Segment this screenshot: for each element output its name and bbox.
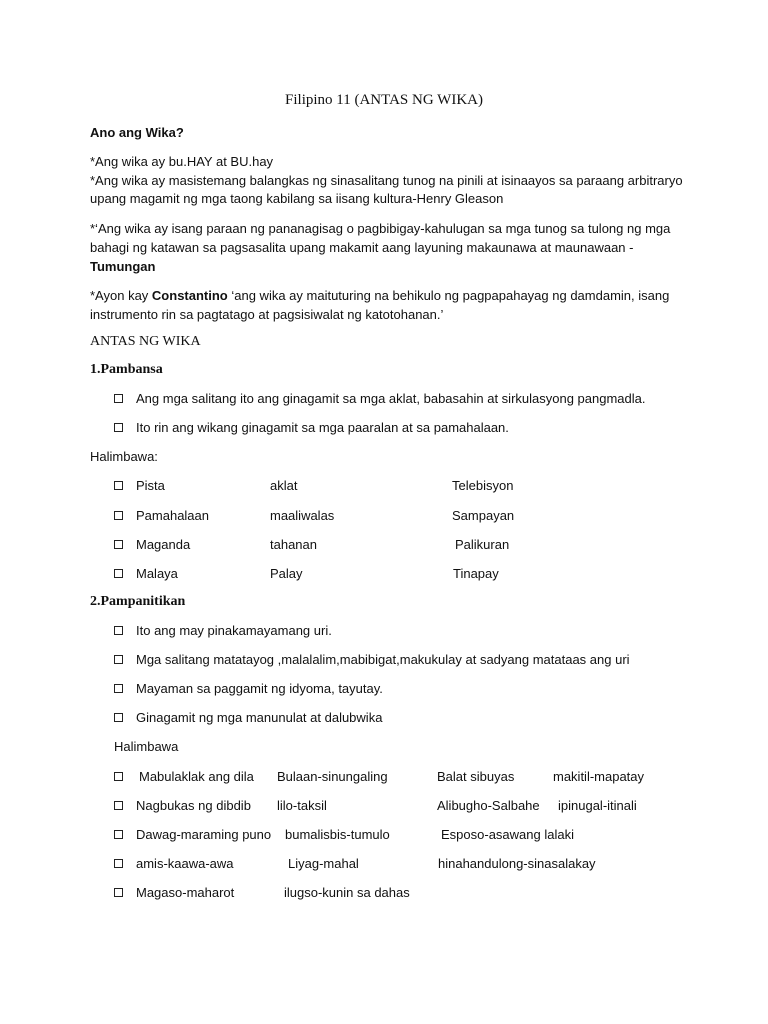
example-row (0, 796, 768, 816)
bullet-text: Mga salitang matatayog ,malalalim,mabibigat,makukulay at sadyang matataas ang uri (136, 652, 630, 667)
example-word: hinahandulong-sinasalakay (438, 856, 596, 871)
definition-4-line-1 (90, 286, 669, 305)
definition-3-line-2: bahagi ng katawan sa pagsasalita upang makamit aang layuning makaunawa at maunawaan - (90, 240, 634, 255)
example-word: tahanan (270, 537, 317, 552)
example-word: Esposo-asawang lalaki (441, 827, 574, 842)
example-word: amis-kaawa-awa (136, 856, 234, 871)
example-word: Telebisyon (452, 478, 514, 493)
definition-4-prefix: *Ayon kay (90, 288, 152, 303)
example-word: Sampayan (452, 508, 515, 523)
example-word: maaliwalas (270, 508, 335, 523)
checkbox-bullet-icon (114, 859, 123, 868)
example-word: Pamahalaan (136, 508, 209, 523)
checkbox-bullet-icon (114, 801, 123, 810)
checkbox-bullet-icon (114, 830, 123, 839)
section-pampanitikan-heading: 2.Pampanitikan (90, 594, 186, 609)
example-word: ipinugal-itinali (558, 798, 637, 813)
heading-ano-ang-wika: Ano ang Wika? (90, 125, 184, 140)
example-row (0, 767, 768, 787)
antas-heading: ANTAS NG WIKA (90, 334, 201, 349)
list-item (0, 418, 768, 438)
section-pambansa-heading: 1.Pambansa (90, 362, 163, 377)
checkbox-bullet-icon (114, 540, 123, 549)
checkbox-bullet-icon (114, 626, 123, 635)
checkbox-bullet-icon (114, 772, 123, 781)
list-item (0, 650, 768, 670)
checkbox-bullet-icon (114, 684, 123, 693)
checkbox-bullet-icon (114, 888, 123, 897)
document-title: Filipino 11 (ANTAS NG WIKA) (285, 92, 483, 108)
example-word: Liyag-mahal (288, 856, 359, 871)
bullet-text: Mayaman sa paggamit ng idyoma, tayutay. (136, 681, 383, 696)
checkbox-bullet-icon (114, 713, 123, 722)
example-word: Magaso-maharot (136, 885, 235, 900)
definition-4-rest: ‘ang wika ay maituturing na behikulo ng pagpapahayag ng damdamin, isang (227, 288, 670, 303)
example-word: Palay (270, 566, 303, 581)
list-item (0, 708, 768, 728)
checkbox-bullet-icon (114, 423, 123, 432)
list-item (0, 679, 768, 699)
example-row (0, 854, 768, 874)
example-word: lilo-taksil (277, 798, 327, 813)
halimbawa-label-pambansa: Halimbawa: (90, 449, 158, 464)
halimbawa-label-pampanitikan: Halimbawa (114, 739, 179, 754)
example-word: Dawag-maraming puno (136, 827, 272, 842)
example-row (0, 535, 768, 555)
definition-1: *Ang wika ay bu.HAY at BU.hay (90, 154, 274, 169)
example-word: Nagbukas ng dibdib (136, 798, 251, 813)
example-word: Balat sibuyas (437, 769, 515, 784)
definition-3-line-1: *‘Ang wika ay isang paraan ng pananagisag o pagbibigay-kahulugan sa mga tunog sa tulong ng mga (90, 221, 671, 236)
checkbox-bullet-icon (114, 481, 123, 490)
example-word: makitil-mapatay (553, 769, 645, 784)
definition-2-line-2: upang magamit ng mga taong kabilang sa iisang kultura-Henry Gleason (90, 191, 504, 206)
definition-2-line-1: *Ang wika ay masistemang balangkas ng sinasalitang tunog na pinili at isinaayos sa paraang arbitraryo (90, 173, 683, 188)
example-word: ilugso-kunin sa dahas (284, 885, 410, 900)
bullet-text: Ginagamit ng mga manunulat at dalubwika (136, 710, 383, 725)
example-word: aklat (270, 478, 298, 493)
example-word: Palikuran (455, 537, 510, 552)
checkbox-bullet-icon (114, 394, 123, 403)
example-row (0, 825, 768, 845)
example-word: Bulaan-sinungaling (277, 769, 388, 784)
example-row (0, 506, 768, 526)
definition-3-author: Tumungan (90, 259, 156, 274)
example-word: Alibugho-Salbahe (437, 798, 540, 813)
checkbox-bullet-icon (114, 511, 123, 520)
bullet-text: Ito rin ang wikang ginagamit sa mga paaralan at sa pamahalaan. (136, 420, 509, 435)
bullet-text: Ito ang may pinakamayamang uri. (136, 623, 332, 638)
list-item (0, 389, 768, 409)
example-row (0, 564, 768, 584)
list-item (0, 621, 768, 641)
example-word: Mabulaklak ang dila (139, 769, 254, 784)
definition-4-line-2: instrumento rin sa pagtatago at pagsisiwalat ng katotohanan.’ (90, 307, 444, 322)
definition-4-author: Constantino (151, 288, 228, 303)
bullet-text: Ang mga salitang ito ang ginagamit sa mga aklat, babasahin at sirkulasyong pangmadla. (136, 391, 646, 406)
example-row (0, 476, 768, 496)
checkbox-bullet-icon (114, 655, 123, 664)
example-word: bumalisbis-tumulo (285, 827, 390, 842)
example-word: Maganda (136, 537, 191, 552)
example-word: Pista (136, 478, 165, 493)
example-word: Tinapay (453, 566, 499, 581)
checkbox-bullet-icon (114, 569, 123, 578)
example-word: Malaya (136, 566, 178, 581)
example-row (0, 883, 768, 903)
